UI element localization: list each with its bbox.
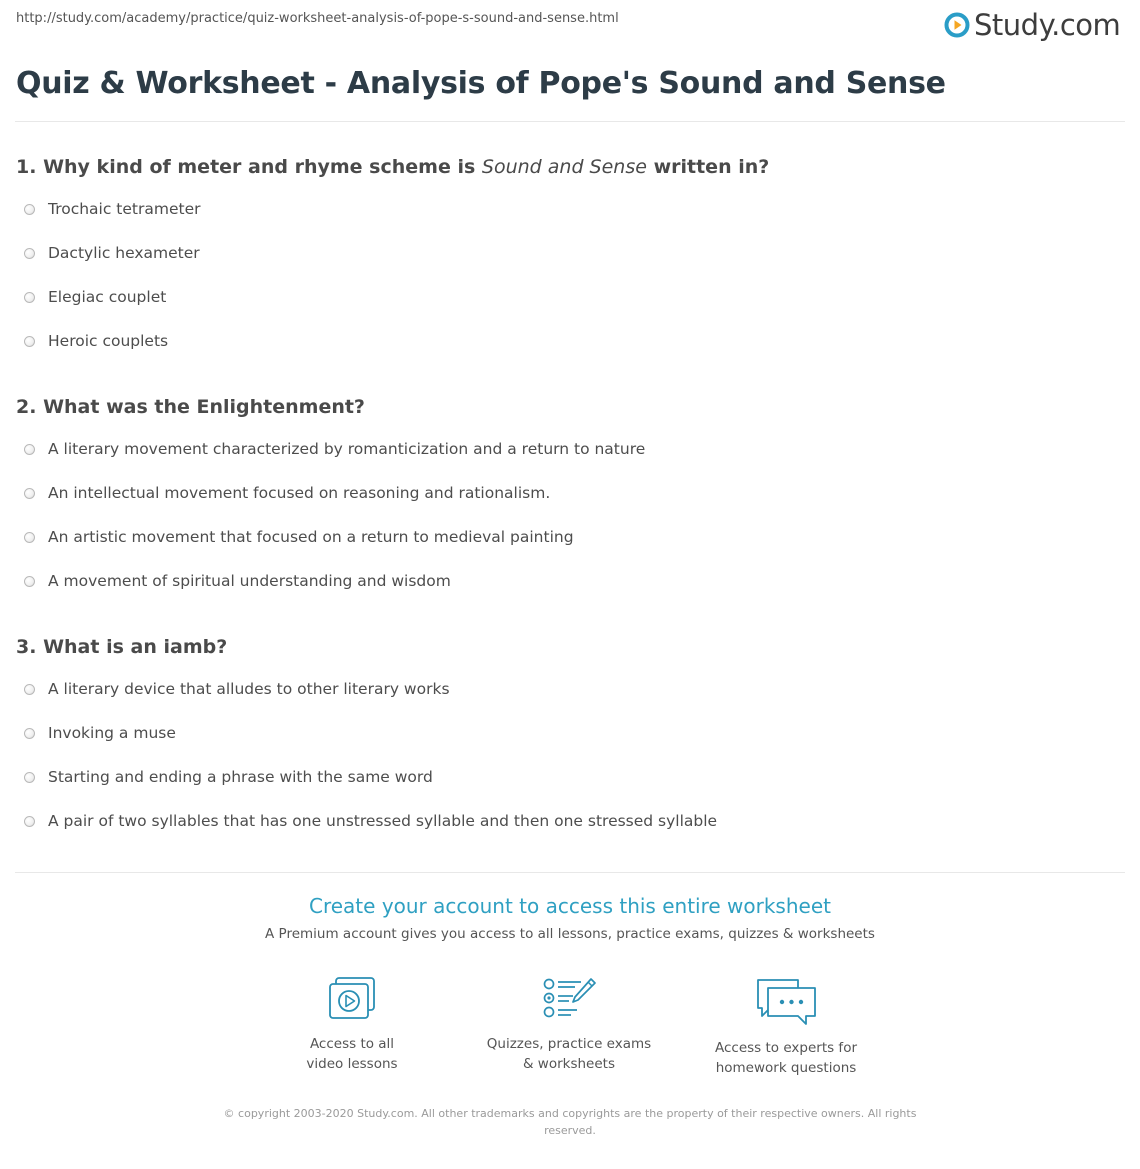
answer-label: A movement of spiritual understanding and wisdom	[48, 572, 451, 590]
feature-caption-line: video lessons	[306, 1056, 398, 1072]
answer-option[interactable]	[16, 198, 201, 220]
answer-label: A literary movement characterized by romanticization and a return to nature	[48, 440, 646, 458]
answer-label: An intellectual movement focused on reasoning and rationalism.	[48, 484, 551, 502]
premium-description: A Premium account gives you access to all lessons, practice exams, quizzes & worksheets	[265, 926, 875, 942]
feature-caption-line: homework questions	[715, 1060, 857, 1076]
radio-button[interactable]	[24, 336, 35, 347]
radio-button[interactable]	[24, 204, 35, 215]
question-text	[16, 634, 1116, 660]
page-title: Quiz & Worksheet - Analysis of Pope's Sound and Sense	[16, 66, 946, 101]
question-number: 2.	[16, 396, 37, 418]
play-logo-icon	[944, 12, 970, 38]
answer-label: Trochaic tetrameter	[48, 200, 201, 218]
answer-option[interactable]	[16, 722, 176, 744]
radio-button[interactable]	[24, 532, 35, 543]
video-lessons-icon	[326, 976, 378, 1022]
create-account-link[interactable]: Create your account to access this entire worksheet	[309, 894, 831, 918]
question-number: 3.	[16, 636, 37, 658]
answer-option[interactable]	[16, 438, 645, 460]
answer-label: Heroic couplets	[48, 332, 169, 350]
question-1	[16, 154, 1116, 350]
radio-button[interactable]	[24, 772, 35, 783]
feature-caption-line: & worksheets	[522, 1056, 615, 1072]
title-divider	[15, 121, 1125, 122]
question-text	[16, 394, 1116, 420]
question-prompt: Why kind of meter and rhyme scheme is	[43, 156, 476, 178]
question-work-title: Sound and Sense	[481, 156, 647, 178]
answer-option[interactable]	[16, 678, 450, 700]
question-text	[16, 154, 1116, 180]
feature-caption	[252, 1034, 452, 1074]
question-prompt-end: written in?	[653, 156, 770, 178]
answer-label: An artistic movement that focused on a return to medieval painting	[48, 528, 574, 546]
answer-option[interactable]	[16, 810, 717, 832]
answer-option[interactable]	[16, 482, 550, 504]
question-3	[16, 634, 1116, 830]
answer-option[interactable]	[16, 242, 200, 264]
answer-label: A literary device that alludes to other literary works	[48, 680, 450, 698]
feature-quizzes	[469, 976, 669, 1074]
feature-caption	[469, 1034, 669, 1074]
answer-option[interactable]	[16, 526, 574, 548]
radio-button[interactable]	[24, 816, 35, 827]
feature-video-lessons	[252, 976, 452, 1074]
question-prompt: What was the Enlightenment?	[43, 396, 365, 418]
radio-button[interactable]	[24, 728, 35, 739]
logo-wordmark: Study.com	[974, 8, 1121, 42]
question-number: 1.	[16, 156, 37, 178]
radio-button[interactable]	[24, 488, 35, 499]
radio-button[interactable]	[24, 444, 35, 455]
feature-experts	[686, 976, 886, 1078]
feature-caption	[686, 1038, 886, 1078]
answer-label: Dactylic hexameter	[48, 244, 200, 262]
chat-bubbles-icon	[754, 976, 818, 1026]
copyright-notice: © copyright 2003-2020 Study.com. All other trademarks and copyrights are the property of their respective owners. All rights reserved.	[223, 1107, 917, 1137]
cta-divider	[15, 872, 1125, 873]
feature-caption-line: Quizzes, practice exams	[486, 1036, 652, 1052]
question-prompt: What is an iamb?	[43, 636, 228, 658]
radio-button[interactable]	[24, 292, 35, 303]
radio-button[interactable]	[24, 576, 35, 587]
radio-button[interactable]	[24, 684, 35, 695]
question-2	[16, 394, 1116, 590]
feature-caption-line: Access to experts for	[714, 1040, 857, 1056]
answer-label: A pair of two syllables that has one unstressed syllable and then one stressed syllable	[48, 812, 718, 830]
answer-label: Starting and ending a phrase with the same word	[48, 768, 433, 786]
answer-label: Elegiac couplet	[48, 288, 167, 306]
quiz-checklist-icon	[541, 976, 597, 1022]
radio-button[interactable]	[24, 248, 35, 259]
answer-option[interactable]	[16, 330, 168, 352]
answer-option[interactable]	[16, 570, 451, 592]
answer-label: Invoking a muse	[48, 724, 176, 742]
page-url: http://study.com/academy/practice/quiz-worksheet-analysis-of-pope-s-sound-and-sense.html	[16, 11, 619, 26]
answer-option[interactable]	[16, 286, 166, 308]
feature-caption-line: Access to all	[309, 1036, 395, 1052]
answer-option[interactable]	[16, 766, 433, 788]
study-logo[interactable]	[944, 6, 1124, 44]
